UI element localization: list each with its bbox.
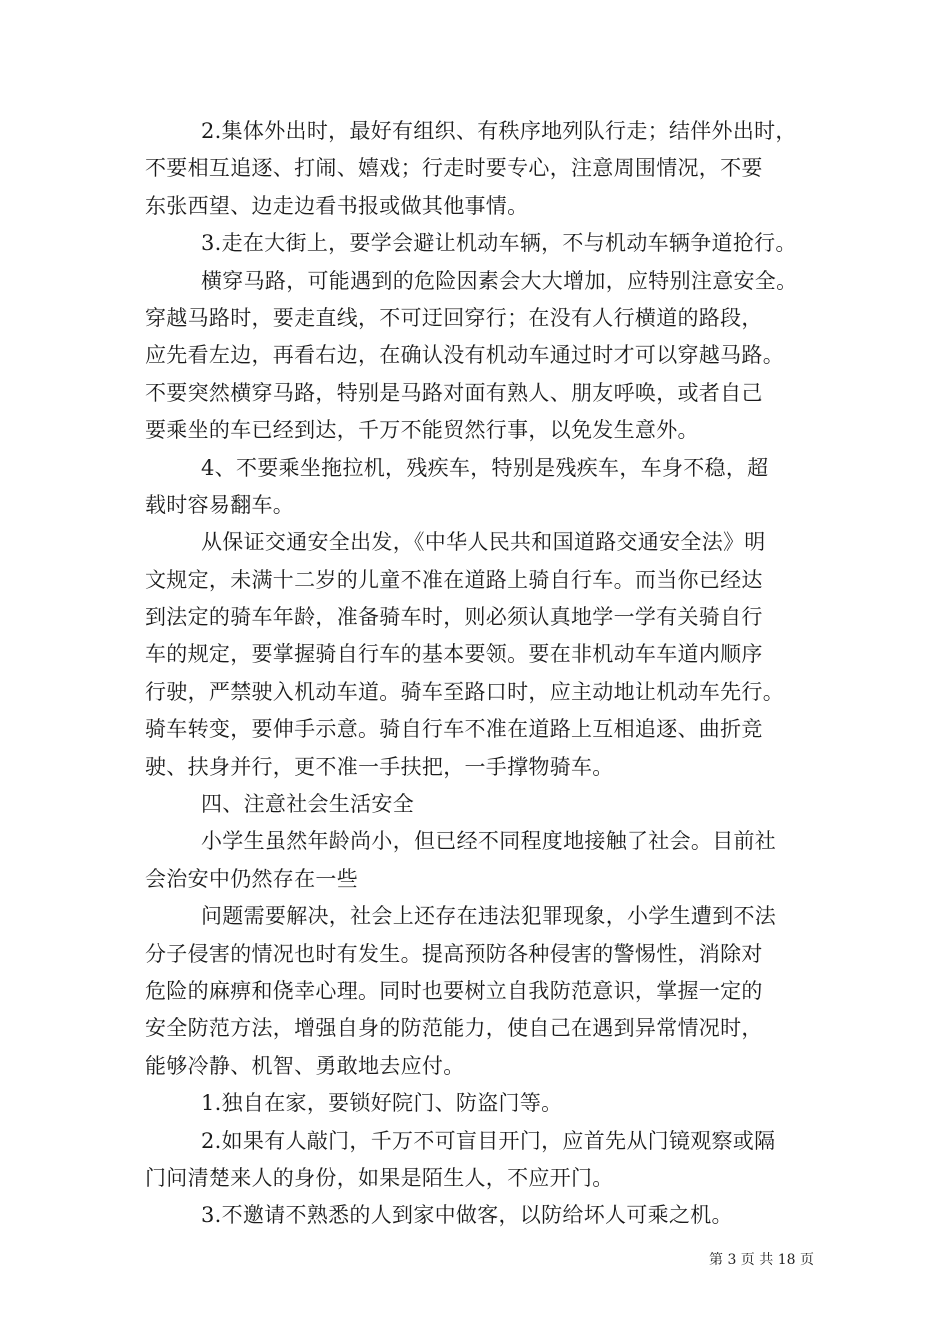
text-line: 驶、扶身并行，更不准一手扶把，一手撑物骑车。 bbox=[145, 754, 614, 779]
text-line: 2.集体外出时，最好有组织、有秩序地列队行走；结伴外出时， bbox=[201, 119, 797, 143]
text-line: 从保证交通安全出发，《中华人民共和国道路交通安全法》明 bbox=[201, 530, 766, 555]
text-line: 载时容易翻车。 bbox=[145, 492, 295, 517]
text-line: 会治安中仍然存在一些 bbox=[145, 866, 358, 891]
text-line: 1.独自在家，要锁好院门、防盗门等。 bbox=[201, 1091, 563, 1116]
text-line: 应先看左边，再看右边，在确认没有机动车通过时才可以穿越马路。 bbox=[145, 343, 784, 368]
text-line: 3.走在大街上，要学会避让机动车辆，不与机动车辆争道抢行。 bbox=[201, 231, 797, 256]
text-line: 要乘坐的车已经到达，千万不能贸然行事，以免发生意外。 bbox=[145, 418, 699, 443]
text-line: 危险的麻痹和侥幸心理。同时也要树立自我防范意识，掌握一定的 bbox=[145, 978, 763, 1003]
text-line: 2.如果有人敲门，千万不可盲目开门，应首先从门镜观察或隔 bbox=[201, 1128, 776, 1153]
text-line: 不要突然横穿马路，特别是马路对面有熟人、朋友呼唤，或者自己 bbox=[145, 380, 763, 405]
text-line: 四、注意社会生活安全 bbox=[201, 792, 414, 817]
text-line: 3.不邀请不熟悉的人到家中做客，以防给坏人可乘之机。 bbox=[201, 1203, 733, 1228]
document-body bbox=[145, 113, 815, 1235]
text-line: 车的规定，要掌握骑自行车的基本要领。要在非机动车车道内顺序 bbox=[145, 642, 763, 667]
text-line: 分子侵害的情况也时有发生。提高预防各种侵害的警惕性，消除对 bbox=[145, 941, 763, 966]
text-line: 4、不要乘坐拖拉机，残疾车，特别是残疾车，车身不稳，超 bbox=[201, 455, 769, 480]
text-line: 安全防范方法，增强自身的防范能力，使自己在遇到异常情况时， bbox=[145, 1016, 763, 1041]
text-line: 门问清楚来人的身份，如果是陌生人，不应开门。 bbox=[145, 1165, 614, 1190]
text-line: 穿越马路时，要走直线，不可迂回穿行；在没有人行横道的路段， bbox=[145, 305, 763, 330]
text-line: 到法定的骑车年龄，准备骑车时，则必须认真地学一学有关骑自行 bbox=[145, 605, 763, 630]
text-line: 东张西望、边走边看书报或做其他事情。 bbox=[145, 193, 529, 218]
text-line: 能够冷静、机智、勇敢地去应付。 bbox=[145, 1053, 465, 1078]
text-line: 小学生虽然年龄尚小，但已经不同程度地接触了社会。目前社 bbox=[201, 829, 777, 854]
page-number-footer: 第 3 页 共 18 页 bbox=[709, 1252, 814, 1268]
text-line: 文规定，未满十二岁的儿童不准在道路上骑自行车。而当你已经达 bbox=[145, 567, 763, 592]
text-line: 横穿马路，可能遇到的危险因素会大大增加，应特别注意安全。 bbox=[201, 268, 798, 293]
text-line: 问题需要解决，社会上还存在违法犯罪现象，小学生遭到不法 bbox=[201, 904, 777, 929]
text-line: 不要相互追逐、打闹、嬉戏；行走时要专心，注意周围情况，不要 bbox=[145, 156, 763, 181]
text-line: 行驶，严禁驶入机动车道。骑车至路口时，应主动地让机动车先行。 bbox=[145, 679, 784, 704]
text-line: 骑车转变，要伸手示意。骑自行车不准在道路上互相追逐、曲折竞 bbox=[145, 717, 763, 742]
